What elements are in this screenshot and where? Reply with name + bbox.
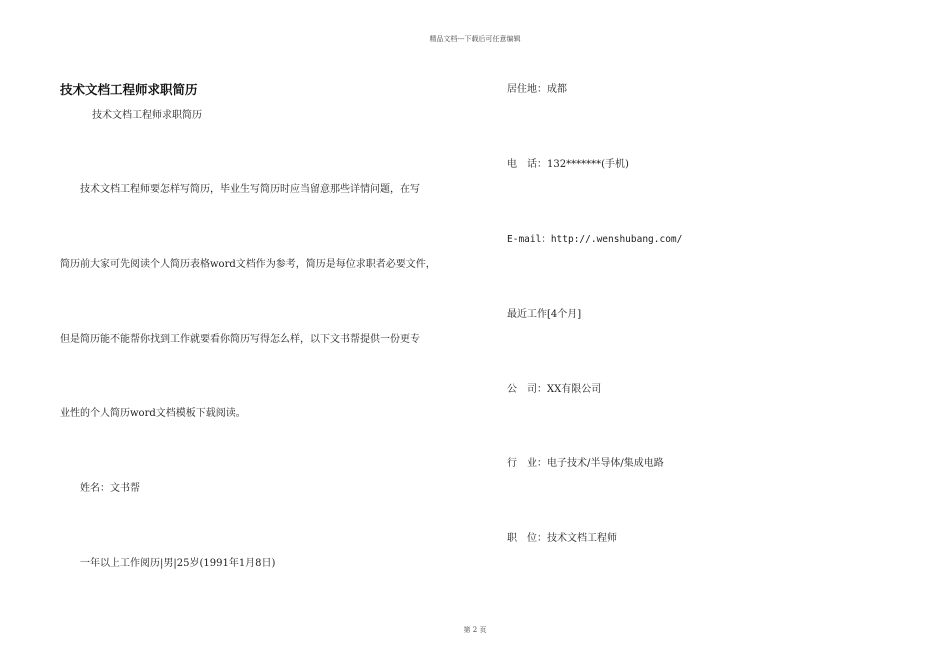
name-line: 姓名：文书帮 xyxy=(80,483,140,494)
phone-line: 电 话：132*******(手机) xyxy=(507,159,629,170)
header-note: 精品文档---下载后可任意编辑 xyxy=(429,35,521,43)
industry-line: 行 业：电子技术/半导体/集成电路 xyxy=(507,458,664,469)
company-line: 公 司：XX有限公司 xyxy=(507,384,602,395)
summary-line: 一年以上工作阅历|男|25岁(1991年1月8日) xyxy=(80,558,276,569)
email-line: E-mail：http://.wenshubang.com/ xyxy=(507,234,683,245)
paragraph-line-1: 技术文档工程师要怎样写简历，毕业生写简历时应当留意那些详情问题，在写 xyxy=(80,184,420,195)
resume-subtitle: 技术文档工程师求职简历 xyxy=(92,110,202,121)
residence-line: 居住地：成都 xyxy=(507,84,567,95)
paragraph-line-3: 但是简历能不能帮你找到工作就要看你简历写得怎么样，以下文书帮提供一份更专 xyxy=(60,334,420,345)
paragraph-line-2: 简历前大家可先阅读个人简历表格word文档作为参考，简历是每位求职者必要文件， xyxy=(60,259,436,270)
position-line: 职 位：技术文档工程师 xyxy=(507,533,617,544)
page-number: 第 2 页 xyxy=(463,626,487,634)
paragraph-line-4: 业性的个人简历word文档模板下载阅读。 xyxy=(60,408,246,419)
recent-work-line: 最近工作[4个月] xyxy=(507,309,582,320)
resume-title: 技术文档工程师求职简历 xyxy=(60,82,198,97)
